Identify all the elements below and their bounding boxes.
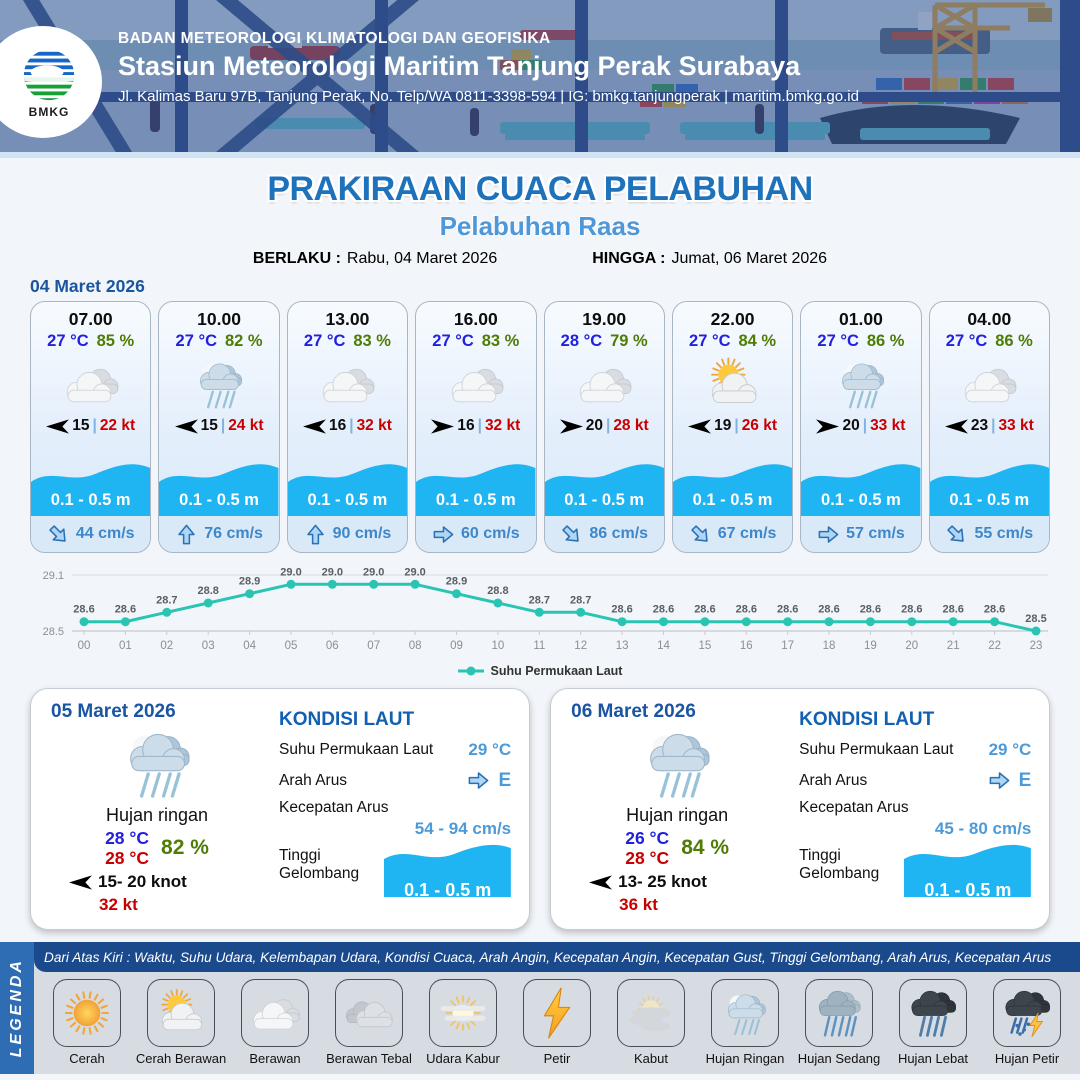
wave-height-band	[416, 454, 535, 516]
hourly-humidity: 86 %	[995, 332, 1033, 350]
current-speed: 57 cm/s	[846, 525, 905, 542]
wind-gust: 22 kt	[99, 417, 136, 434]
wind-gust: 28 kt	[613, 417, 649, 434]
station-address: Jl. Kalimas Baru 97B, Tanjung Perak, No. Telp/WA 0811-3398-594 | IG: bmkg.tanjungperak | maritim.bmkg.go.id	[118, 88, 859, 105]
hourly-temperature: 27 °C	[432, 332, 474, 350]
legend-item	[230, 979, 320, 1074]
wave-height-value: 0.1 - 0.5 m	[307, 491, 388, 509]
hourly-time: 04.00	[967, 309, 1012, 329]
header-banner	[0, 0, 1080, 152]
wave-height-band	[31, 454, 150, 516]
svg-text:28.6: 28.6	[859, 603, 882, 616]
wave-height-value: 0.1 - 0.5 m	[949, 491, 1030, 509]
daily-humidity: 82 %	[161, 836, 209, 860]
hourly-temperature: 27 °C	[303, 332, 346, 350]
hourly-wind	[560, 417, 649, 435]
legend-sidebar	[0, 942, 34, 1074]
svg-text:28.7: 28.7	[528, 594, 551, 607]
current-speed: 90 cm/s	[332, 525, 392, 542]
sea-conditions-heading: KONDISI LAUT	[279, 709, 415, 730]
wind-direction-icon	[589, 874, 612, 891]
wave-height-band	[545, 454, 664, 516]
legend-sidebar-label: LEGENDA	[8, 958, 25, 1058]
wind-speed: 15	[72, 417, 90, 434]
wave-height-label: Tinggi Gelombang	[279, 847, 360, 882]
hourly-time: 10.00	[197, 309, 241, 329]
current-speed-value: 54 - 94 cm/s	[414, 819, 512, 838]
hourly-humidity: 79 %	[610, 332, 648, 350]
wind-speed: 19	[714, 417, 732, 434]
wave-height-band	[673, 454, 792, 516]
legend-item-label: Hujan Petir	[994, 1051, 1060, 1066]
svg-text:17: 17	[781, 640, 795, 652]
svg-text:00: 00	[77, 640, 91, 652]
wind-direction-icon	[688, 418, 711, 435]
svg-text:28.7: 28.7	[156, 594, 178, 607]
current-direction-icon	[988, 769, 1011, 792]
wind-speed: 20	[585, 417, 603, 434]
current-direction-icon	[467, 769, 490, 792]
svg-text:28.8: 28.8	[197, 585, 219, 597]
svg-text:07: 07	[367, 640, 381, 652]
legend-item-label: Hujan Ringan	[705, 1051, 785, 1066]
current-speed-label: Kecepatan Arus	[799, 799, 909, 816]
svg-text:20: 20	[905, 640, 919, 652]
legend-item-label: Petir	[543, 1051, 571, 1066]
wind-speed: 16	[457, 417, 475, 434]
sst-label: Suhu Permukaan Laut	[799, 741, 954, 758]
svg-text:10: 10	[491, 640, 505, 652]
current-direction-icon	[945, 523, 968, 546]
wind-direction-icon	[303, 418, 326, 435]
hourly-wind	[431, 417, 520, 435]
svg-text:28.6: 28.6	[73, 603, 95, 616]
svg-text:04: 04	[243, 640, 256, 652]
wind-gust-separator: |	[220, 417, 226, 434]
svg-text:28.6: 28.6	[818, 603, 840, 616]
wind-gust-separator: |	[477, 417, 482, 434]
svg-text:28.6: 28.6	[901, 603, 923, 616]
legend-item-label: Hujan Lebat	[897, 1051, 969, 1066]
legend-items-row	[34, 972, 1080, 1074]
wind-gust: 26 kt	[741, 417, 778, 434]
current-row	[930, 516, 1049, 552]
hourly-wind	[46, 417, 135, 435]
hourly-humidity: 82 %	[224, 332, 263, 350]
berawan-icon	[60, 353, 122, 415]
wind-direction-icon	[69, 874, 92, 891]
current-speed-label: Kecepatan Arus	[279, 799, 389, 816]
hourly-time: 13.00	[325, 309, 370, 329]
svg-text:28.6: 28.6	[652, 603, 675, 616]
svg-text:09: 09	[450, 640, 463, 652]
hourly-date: 04 Maret 2026	[30, 276, 145, 296]
wind-speed: 20	[842, 417, 860, 434]
legend-item	[136, 979, 226, 1074]
hourly-temperature: 27 °C	[945, 332, 988, 350]
daily-date: 06 Maret 2026	[571, 701, 696, 722]
wave-height-value: 0.1 - 0.5 m	[435, 491, 516, 509]
kabut-icon	[617, 979, 685, 1047]
hourly-temperature: 27 °C	[47, 332, 89, 350]
hujan-ringan-icon	[711, 979, 779, 1047]
berawan-icon	[445, 353, 507, 415]
svg-text:03: 03	[201, 640, 215, 652]
legend-item-label: Hujan Sedang	[797, 1051, 881, 1066]
current-direction-value: E	[498, 769, 512, 791]
legend-item	[606, 979, 696, 1074]
hourly-humidity: 84 %	[738, 332, 777, 350]
hourly-wind	[303, 417, 392, 435]
wave-height-value: 0.1 - 0.5 m	[924, 880, 1012, 900]
current-speed-value: 45 - 80 cm/s	[934, 819, 1032, 838]
svg-text:28.6: 28.6	[776, 603, 799, 616]
chart-legend	[0, 664, 1080, 678]
berawan-icon	[316, 353, 378, 415]
wave-height-value: 0.1 - 0.5 m	[50, 491, 131, 509]
wind-gust-separator: |	[734, 417, 739, 434]
svg-text:28.6: 28.6	[114, 603, 137, 616]
hourly-wind	[688, 417, 777, 435]
svg-text:22: 22	[988, 640, 1001, 652]
wave-height-band	[930, 454, 1049, 516]
hujan-petir-icon	[993, 979, 1061, 1047]
org-name: BADAN METEOROLOGI KLIMATOLOGI DAN GEOFISIKA	[118, 30, 551, 47]
current-direction-icon	[560, 523, 583, 546]
hourly-card	[544, 301, 665, 553]
legend-item	[42, 979, 132, 1074]
daily-gust: 32 kt	[99, 895, 138, 915]
wind-direction-icon	[816, 418, 839, 435]
sst-chart	[20, 559, 1060, 664]
svg-text:01: 01	[119, 640, 132, 652]
svg-text:16: 16	[739, 640, 753, 652]
wind-direction-icon	[560, 418, 583, 435]
wind-gust-separator: |	[991, 417, 996, 434]
wave-height-value: 0.1 - 0.5 m	[564, 491, 645, 509]
daily-wind	[69, 872, 263, 892]
wave-height-value: 0.1 - 0.5 m	[179, 491, 259, 509]
svg-text:06: 06	[325, 640, 339, 652]
svg-text:28.8: 28.8	[487, 585, 509, 597]
hujan-ringan-icon	[830, 353, 892, 415]
wind-direction-icon	[175, 418, 198, 435]
hingga-label: HINGGA :	[592, 250, 666, 267]
hourly-card	[672, 301, 793, 553]
wave-height-value: 0.1 - 0.5 m	[692, 491, 773, 509]
udara-kabur-icon	[429, 979, 497, 1047]
berawan-icon	[958, 353, 1020, 415]
legend-section	[0, 942, 1080, 1074]
svg-text:28.6: 28.6	[694, 603, 716, 616]
wave-height-graphic	[904, 839, 1031, 909]
svg-text:28.5: 28.5	[42, 626, 64, 638]
svg-text:28.9: 28.9	[445, 575, 468, 588]
wind-direction-icon	[46, 418, 69, 435]
wave-height-label: Tinggi Gelombang	[799, 847, 880, 882]
svg-text:13: 13	[615, 640, 629, 652]
daily-gust: 36 kt	[619, 895, 658, 915]
legend-item-label: Udara Kabur	[426, 1051, 500, 1066]
port-name: Pelabuhan Raas	[439, 211, 641, 241]
svg-text:02: 02	[160, 640, 174, 652]
daily-temp-min: 28 °C	[105, 828, 150, 848]
legend-item-label: Cerah Berawan	[135, 1051, 227, 1066]
hourly-wind	[945, 417, 1034, 435]
page-title: PRAKIRAAN CUACA PELABUHAN	[267, 170, 813, 208]
daily-temp-min: 26 °C	[625, 828, 670, 848]
current-row	[673, 516, 792, 552]
chart-legend-label: Suhu Permukaan Laut	[490, 664, 623, 678]
hujan-lebat-icon	[899, 979, 967, 1047]
wind-gust-separator: |	[349, 417, 354, 434]
legend-item	[512, 979, 602, 1074]
validity-from	[253, 250, 497, 268]
sst-label: Suhu Permukaan Laut	[279, 741, 434, 758]
legend-item	[888, 979, 978, 1074]
hourly-temperature: 27 °C	[175, 332, 217, 350]
berawan-icon	[241, 979, 309, 1047]
wind-gust-separator: |	[605, 417, 611, 434]
current-row	[416, 516, 535, 552]
legend-item-label: Berawan	[249, 1051, 301, 1066]
validity-to	[592, 250, 827, 268]
sst-value: 29 °C	[468, 740, 512, 759]
current-direction-icon	[817, 523, 840, 546]
hourly-temperature: 27 °C	[817, 332, 859, 350]
daily-wind-range: 15- 20 knot	[98, 872, 187, 892]
hingga-value: Jumat, 06 Maret 2026	[671, 250, 828, 267]
legend-note: Dari Atas Kiri : Waktu, Suhu Udara, Kelembapan Udara, Kondisi Cuaca, Arah Angin, Kecepatan Angin, Kecepatan Gust, Tinggi Gelombang, Arah Arus, Kecepatan Arus	[34, 942, 1080, 972]
berawan-tebal-icon	[335, 979, 403, 1047]
hourly-time: 22.00	[710, 309, 755, 329]
bmkg-logo-text: BMKG	[28, 104, 70, 119]
current-direction-icon	[304, 523, 327, 546]
svg-text:15: 15	[698, 640, 712, 652]
wave-height-band	[159, 454, 278, 516]
legend-item-label: Kabut	[634, 1051, 668, 1066]
legend-item	[700, 979, 790, 1074]
hourly-cards-row	[30, 301, 1050, 553]
daily-cards-row	[30, 688, 1050, 930]
daily-temp-max: 28 °C	[625, 848, 670, 869]
current-row	[159, 516, 278, 552]
daily-temp-max: 28 °C	[105, 848, 150, 869]
wind-speed: 23	[970, 417, 989, 434]
wind-direction-icon	[431, 418, 454, 435]
current-direction-icon	[47, 523, 70, 546]
wind-gust: 33 kt	[998, 417, 1034, 434]
current-speed: 67 cm/s	[717, 525, 777, 542]
hujan-ringan-icon	[113, 719, 201, 807]
wind-gust: 33 kt	[870, 417, 906, 434]
hourly-humidity: 83 %	[353, 332, 391, 350]
daily-humidity: 84 %	[681, 836, 730, 860]
hujan-ringan-icon	[633, 719, 721, 807]
hourly-wind	[816, 417, 905, 435]
hourly-temperature: 28 °C	[560, 332, 603, 350]
current-row	[288, 516, 407, 552]
current-speed: 60 cm/s	[460, 525, 520, 542]
wave-height-band	[288, 454, 407, 516]
current-speed: 76 cm/s	[204, 525, 263, 542]
hourly-humidity: 83 %	[481, 332, 520, 350]
svg-text:21: 21	[946, 640, 960, 652]
hourly-time: 19.00	[582, 309, 627, 329]
hourly-card	[158, 301, 279, 553]
sea-conditions-heading: KONDISI LAUT	[799, 709, 935, 730]
svg-text:28.6: 28.6	[983, 603, 1006, 616]
wind-gust-separator: |	[862, 417, 868, 434]
current-speed: 44 cm/s	[75, 525, 135, 542]
wave-height-value: 0.1 - 0.5 m	[821, 491, 901, 509]
svg-text:18: 18	[822, 640, 836, 652]
current-direction-value: E	[1018, 769, 1032, 791]
cerah-berawan-icon	[702, 353, 764, 415]
current-direction-label: Arah Arus	[799, 771, 868, 789]
legend-item	[324, 979, 414, 1074]
svg-text:28.5: 28.5	[1025, 613, 1047, 625]
wave-height-graphic	[384, 839, 511, 909]
legend-item-label: Cerah	[69, 1051, 105, 1066]
svg-text:28.9: 28.9	[238, 575, 261, 588]
berlaku-value: Rabu, 04 Maret 2026	[346, 250, 498, 267]
svg-text:14: 14	[657, 640, 670, 652]
hourly-time: 07.00	[68, 309, 113, 329]
daily-condition: Hujan ringan	[626, 805, 729, 825]
hourly-humidity: 85 %	[96, 332, 135, 350]
svg-text:28.6: 28.6	[942, 603, 964, 616]
hourly-card	[30, 301, 151, 553]
svg-text:11: 11	[533, 640, 546, 652]
legend-item	[982, 979, 1072, 1074]
current-row	[545, 516, 664, 552]
hujan-ringan-icon	[188, 353, 250, 415]
svg-text:12: 12	[574, 640, 588, 652]
chart-legend-marker-icon	[458, 666, 484, 676]
berlaku-label: BERLAKU :	[252, 250, 341, 267]
hourly-card	[800, 301, 921, 553]
hourly-time: 01.00	[839, 309, 883, 329]
legend-item	[794, 979, 884, 1074]
current-direction-label: Arah Arus	[279, 771, 348, 789]
cerah-icon	[53, 979, 121, 1047]
daily-date: 05 Maret 2026	[51, 701, 176, 722]
wind-gust: 32 kt	[484, 417, 521, 434]
daily-wind-range: 13- 25 knot	[618, 872, 707, 892]
daily-card	[550, 688, 1050, 930]
wave-height-band	[801, 454, 920, 516]
berawan-icon	[573, 353, 635, 415]
daily-condition: Hujan ringan	[105, 805, 209, 825]
current-row	[31, 516, 150, 552]
svg-text:05: 05	[284, 640, 298, 652]
svg-text:29.0: 29.0	[362, 566, 385, 579]
daily-wind	[589, 872, 783, 892]
current-direction-icon	[432, 523, 455, 546]
daily-card	[30, 688, 530, 930]
current-row	[801, 516, 920, 552]
hourly-wind	[175, 417, 264, 435]
wind-speed: 15	[200, 417, 218, 434]
petir-icon	[523, 979, 591, 1047]
current-speed: 86 cm/s	[589, 525, 649, 542]
svg-text:29.0: 29.0	[404, 566, 426, 579]
wave-height-value: 0.1 - 0.5 m	[404, 880, 492, 900]
legend-item	[418, 979, 508, 1074]
wind-direction-icon	[945, 418, 968, 435]
svg-text:29.1: 29.1	[42, 570, 64, 582]
svg-text:28.7: 28.7	[569, 594, 592, 607]
bmkg-emblem-icon	[20, 46, 78, 104]
current-speed: 55 cm/s	[974, 525, 1034, 542]
svg-text:23: 23	[1029, 640, 1043, 652]
sst-value: 29 °C	[988, 740, 1032, 759]
svg-text:29.0: 29.0	[321, 566, 344, 579]
wind-gust: 32 kt	[356, 417, 392, 434]
current-direction-icon	[689, 523, 712, 546]
svg-text:08: 08	[408, 640, 422, 652]
hourly-card	[929, 301, 1050, 553]
wind-gust: 24 kt	[228, 417, 264, 434]
svg-text:28.6: 28.6	[611, 603, 633, 616]
legend-item-label: Berawan Tebal	[326, 1051, 412, 1066]
hourly-temperature: 27 °C	[689, 332, 731, 350]
svg-text:19: 19	[864, 640, 877, 652]
hourly-card	[415, 301, 536, 553]
svg-text:28.6: 28.6	[735, 603, 758, 616]
hourly-time: 16.00	[453, 309, 498, 329]
hourly-humidity: 86 %	[866, 332, 905, 350]
wind-gust-separator: |	[92, 417, 97, 434]
hujan-sedang-icon	[805, 979, 873, 1047]
hourly-card	[287, 301, 408, 553]
station-name: Stasiun Meteorologi Maritim Tanjung Perak Surabaya	[118, 51, 801, 81]
wind-speed: 16	[328, 417, 347, 434]
current-direction-icon	[175, 523, 198, 546]
cerah-berawan-icon	[147, 979, 215, 1047]
svg-text:29.0: 29.0	[280, 566, 302, 579]
